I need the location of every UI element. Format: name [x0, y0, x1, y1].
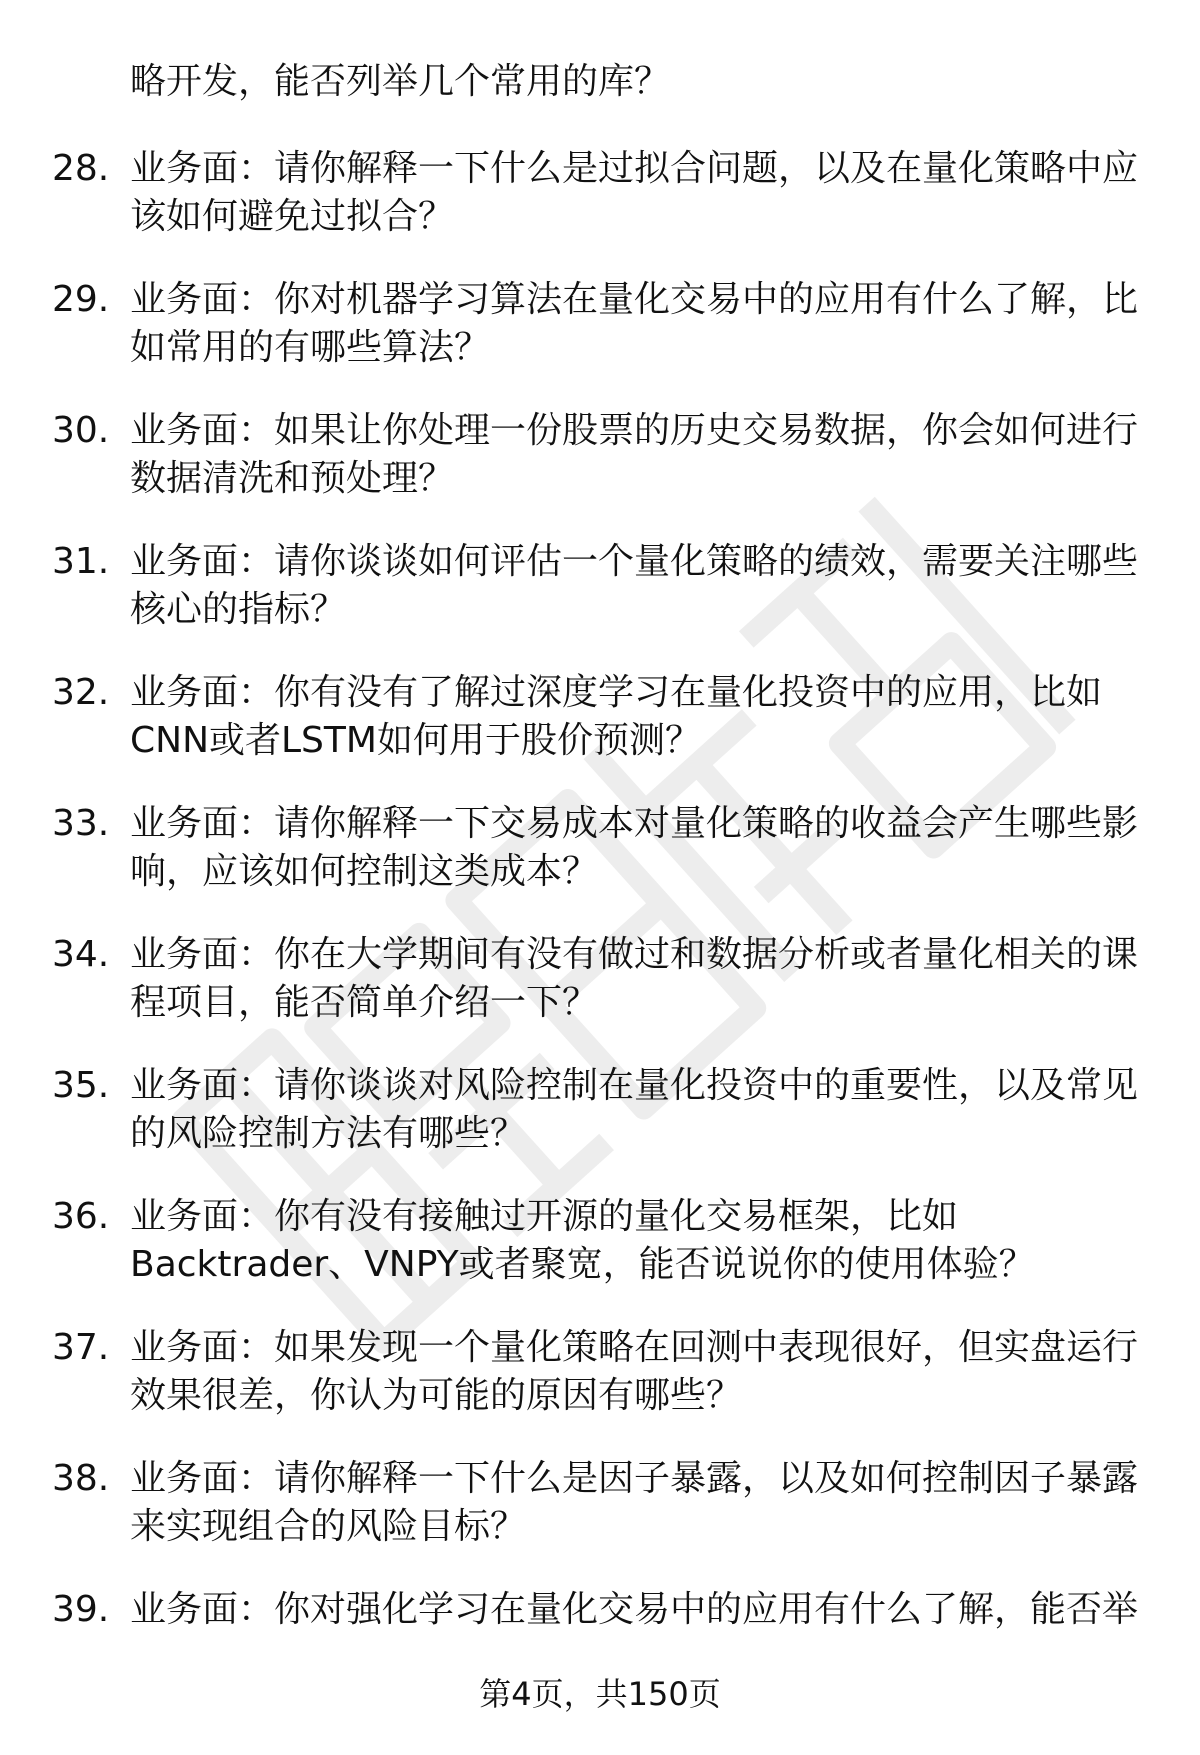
question-item — [0, 1324, 1200, 1455]
question-line: 业务面：你有没有了解过深度学习在量化投资中的应用，比如 — [130, 672, 1103, 713]
question-line: 业务面：你对机器学习算法在量化交易中的应用有什么了解，比 — [130, 279, 1139, 320]
question-item — [0, 931, 1200, 1062]
question-line: 业务面：你在大学期间有没有做过和数据分析或者量化相关的课 — [130, 934, 1139, 975]
question-line: 效果很差，你认为可能的原因有哪些？ — [130, 1375, 743, 1416]
question-line: 业务面：你有没有接触过开源的量化交易框架，比如 — [130, 1196, 959, 1237]
question-line: 业务面：请你谈谈对风险控制在量化投资中的重要性，以及常见 — [130, 1065, 1139, 1106]
question-item — [0, 407, 1200, 538]
question-line: 业务面：如果发现一个量化策略在回测中表现很好，但实盘运行 — [130, 1327, 1139, 1368]
question-number: 31. — [52, 541, 110, 582]
question-line: 来实现组合的风险目标？ — [130, 1506, 527, 1547]
question-line: 程项目，能否简单介绍一下？ — [130, 982, 599, 1023]
question-text — [130, 800, 1150, 896]
question-line: 业务面：请你解释一下什么是因子暴露，以及如何控制因子暴露 — [130, 1458, 1139, 1499]
question-line: 业务面：你对强化学习在量化交易中的应用有什么了解，能否举 — [130, 1589, 1139, 1630]
question-line: 响，应该如何控制这类成本？ — [130, 851, 599, 892]
question-line: 的风险控制方法有哪些？ — [130, 1113, 527, 1154]
question-text — [130, 1324, 1150, 1420]
question-item — [0, 145, 1200, 276]
question-line: 数据清洗和预处理？ — [130, 458, 455, 499]
question-item — [0, 669, 1200, 800]
question-text — [130, 1193, 1150, 1289]
question-text — [130, 538, 1150, 634]
question-list — [0, 145, 1200, 1717]
question-number: 28. — [52, 148, 110, 189]
question-line: 该如何避免过拟合？ — [130, 196, 455, 237]
question-number: 33. — [52, 803, 110, 844]
question-text — [130, 276, 1150, 372]
question-number: 32. — [52, 672, 110, 713]
question-text — [130, 1586, 1150, 1634]
question-text — [130, 407, 1150, 503]
question-text — [130, 931, 1150, 1027]
page-footer: 第4页，共150页 — [479, 1675, 721, 1713]
question-line: 如常用的有哪些算法？ — [130, 327, 491, 368]
question-item — [0, 538, 1200, 669]
question-line: Backtrader、VNPY或者聚宽，能否说说你的使用体验？ — [130, 1244, 1035, 1285]
question-number: 35. — [52, 1065, 110, 1106]
question-item — [0, 800, 1200, 931]
question-line: 业务面：请你解释一下什么是过拟合问题，以及在量化策略中应 — [130, 148, 1139, 189]
question-line: 业务面：如果让你处理一份股票的历史交易数据，你会如何进行 — [130, 410, 1139, 451]
question-line: 业务面：请你谈谈如何评估一个量化策略的绩效，需要关注哪些 — [130, 541, 1139, 582]
question-number: 39. — [52, 1589, 110, 1630]
question-text — [130, 145, 1150, 241]
question-item — [0, 1193, 1200, 1324]
question-text — [130, 1455, 1150, 1551]
question-item — [0, 276, 1200, 407]
question-line: CNN或者LSTM如何用于股价预测？ — [130, 720, 701, 761]
question-item — [0, 1062, 1200, 1193]
question-text — [130, 669, 1150, 765]
question-text — [130, 1062, 1150, 1158]
question-number: 29. — [52, 279, 110, 320]
question-number: 37. — [52, 1327, 110, 1368]
question-number: 30. — [52, 410, 110, 451]
continuation-line: 略开发，能否列举几个常用的库？ — [130, 61, 671, 102]
question-number: 38. — [52, 1458, 110, 1499]
question-number: 36. — [52, 1196, 110, 1237]
question-line: 业务面：请你解释一下交易成本对量化策略的收益会产生哪些影 — [130, 803, 1139, 844]
question-item — [0, 1455, 1200, 1586]
question-line: 核心的指标？ — [130, 589, 347, 630]
question-number: 34. — [52, 934, 110, 975]
